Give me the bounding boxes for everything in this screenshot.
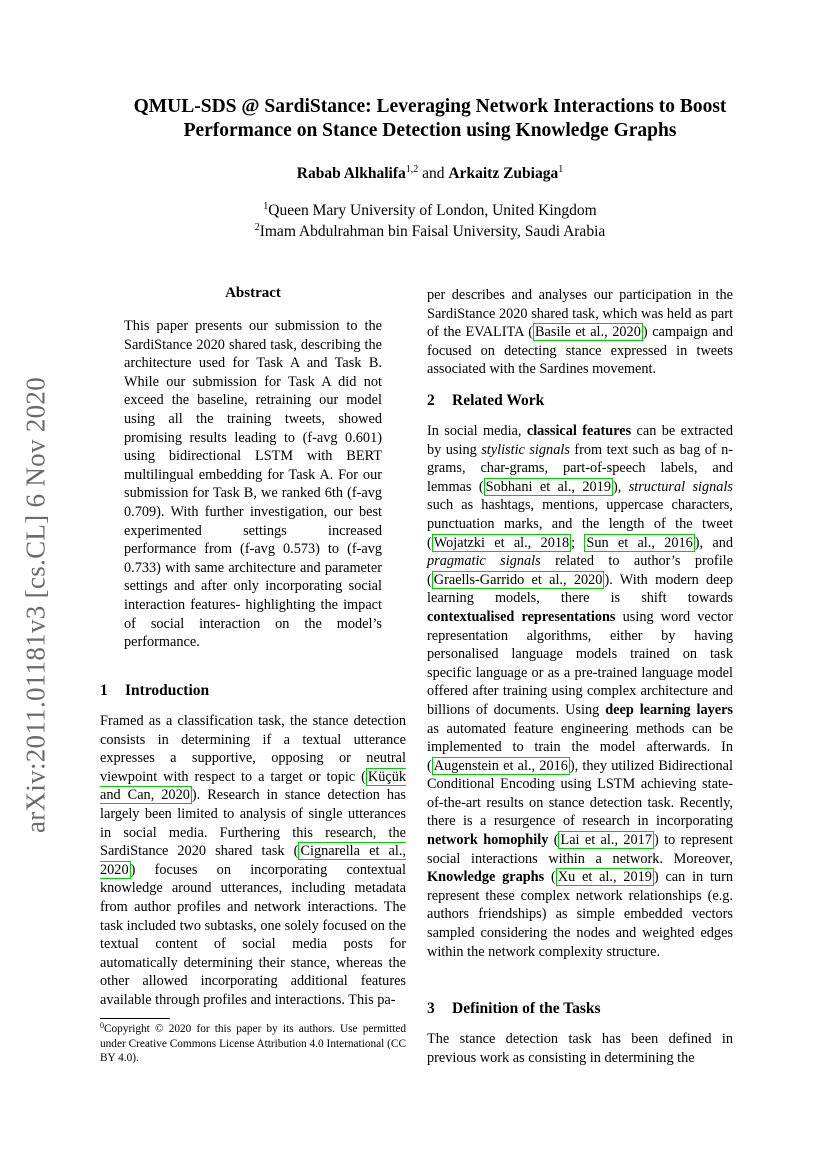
citation-link[interactable]: Sun et al., 2016	[586, 534, 693, 551]
text-run: (	[548, 832, 559, 849]
affiliations	[80, 200, 780, 242]
text-run: ),	[612, 478, 629, 495]
text-run: ;	[571, 534, 585, 551]
text-run: ), they utilized Bidirectional Conditional Encoding using LSTM achieving state-of-the-art results on stance detection task. Recently, there is a resurgence of research in incorporating	[427, 757, 733, 830]
section-number: 3	[427, 1000, 435, 1017]
related-work-paragraph	[427, 422, 733, 961]
text-run: ) focuses on incorporating contextual knowledge around utterances, including metadata from author profiles and network interactions. The task included two subtasks, one solely focused on the textual content of social media posts for automatically determining their stance, whereas the other allowed incorporating additional features available through profiles and interactions. This pa-	[100, 861, 406, 1008]
italic-term: pragmatic signals	[427, 553, 541, 570]
author-2-affil-marker: 1	[558, 164, 564, 175]
citation-link[interactable]: Xu et al., 2019	[557, 869, 652, 886]
abstract-text: This paper presents our submission to the SardiStance 2020 shared task, describing the architecture used for Task A and Task B. While our submission for Task A did not exceed the baseline, retraining our model using all the training tweets, showed promising results leading to (f-avg 0.601) using bidirectional LSTM with BERT multilingual embedding for Task A. For our submission for Task B, we ranked 6th (f-avg 0.709). With further investigation, our best experimented settings increased performance from (f-avg 0.573) to (f-avg 0.733) with same architecture and parameter settings and after only incorporating social interaction features- highlighting the impact of social interaction on the model’s performance.	[124, 318, 382, 651]
arxiv-identifier: arXiv:2011.01181v3 [cs.CL] 6 Nov 2020	[20, 376, 51, 834]
text-run: related to author’s profile (	[427, 553, 733, 588]
citation-link[interactable]: Cignarella et al., 2020	[100, 843, 406, 878]
text-run: ). Research in stance detection has largely been limited to analysis of single utterances in social media. Furthering this research, the SardiStance 2020 shared task (	[100, 787, 406, 860]
citation-link[interactable]: Sobhani et al., 2019	[485, 478, 611, 495]
section-title: Definition of the Tasks	[452, 1000, 601, 1017]
text-run: from text such as bag of n-grams, char-grams, part-of-speech labels, and lemmas (	[427, 441, 733, 495]
bold-term: classical features	[526, 423, 632, 439]
text-run: ). With modern deep learning models, there is shift towards	[427, 571, 733, 607]
section-number: 2	[427, 392, 435, 409]
bold-term: deep learning layers	[605, 701, 733, 718]
author-2: Arkaitz Zubiaga	[448, 165, 559, 182]
abstract-heading: Abstract	[225, 285, 281, 301]
affiliation-2-marker: 2	[254, 222, 260, 233]
author-conjunction: and	[418, 165, 449, 182]
introduction-continuation	[427, 286, 733, 379]
text-run: In social media,	[427, 423, 527, 439]
citation-link[interactable]: Lai et al., 2017	[560, 832, 652, 849]
text-run: using word vector representation algorithms, either by having personalised language models trained on task specific language or as a pre-trained language model offered after training using complex architecture and billions of documents. Using	[427, 608, 733, 718]
section-number: 1	[100, 682, 108, 699]
arxiv-sidebar	[16, 365, 56, 845]
title-line-1: QMUL-SDS @ SardiStance: Leveraging Network Interactions to Boost	[133, 96, 727, 117]
section-title: Related Work	[452, 392, 545, 409]
section-heading-definition-of-tasks	[427, 1000, 601, 1018]
introduction-paragraph	[100, 712, 406, 1010]
paper-title	[80, 95, 780, 143]
citation-link[interactable]: Graells-Garrido et al., 2020	[433, 571, 603, 588]
section-heading-introduction	[100, 682, 209, 700]
title-line-2: Performance on Stance Detection using Knowledge Graphs	[183, 120, 677, 141]
copyright-footnote	[100, 1022, 406, 1066]
text-run: per describes and analyses our participation in the SardiStance 2020 shared task, which was held as part of the EVALITA (	[427, 287, 733, 341]
citation-link[interactable]: Küçük and Can, 2020	[100, 768, 406, 804]
footnote-rule	[100, 1018, 170, 1019]
affiliation-2	[80, 221, 780, 242]
affiliation-1-text: Queen Mary University of London, United Kingdom	[268, 202, 597, 219]
citation-link[interactable]: Basile et al., 2020	[535, 324, 641, 341]
text-run: can be extracted by using	[427, 423, 733, 458]
bold-term: contextualised representations	[427, 608, 616, 625]
author-1-affil-marker: 1,2	[405, 164, 419, 175]
text-run: Framed as a classification task, the stance detection consists in determining if a textual utterance expresses a supportive, opposing or neutral viewpoint with respect to a target or topic (	[100, 713, 406, 785]
text-run: such as hashtags, mentions, uppercase characters, punctuation marks, and the length of the tweet (	[427, 497, 733, 551]
italic-term: structural signals	[628, 478, 733, 495]
text-run: ) can in turn represent these complex network relationships (e.g. authors friendships) as simple embedded vectors sampled considering the nodes and weighted edges within the network complexity structure.	[427, 869, 733, 960]
section-heading-related-work	[427, 392, 544, 410]
text-run: ), and	[694, 534, 734, 551]
affiliation-2-text: Imam Abdulrahman bin Faisal University, Saudi Arabia	[259, 223, 606, 240]
text-run: ) to represent social interactions within a network. Moreover,	[427, 832, 733, 867]
text-run: as automated feature engineering methods can be implemented to train the model afterwards. In (	[427, 720, 733, 774]
affiliation-1	[80, 200, 780, 221]
bold-term: network homophily	[427, 832, 549, 849]
footnote-text: Copyright © 2020 for this paper by its authors. Use permitted under Creative Commons License Attribution 4.0 International (CC BY 4.0).	[100, 1023, 406, 1064]
citation-link[interactable]: Augenstein et al., 2016	[433, 757, 568, 774]
bold-term: Knowledge graphs	[427, 869, 545, 886]
footnote-marker: 0	[100, 1021, 104, 1030]
author-list	[80, 165, 780, 183]
tasks-paragraph: The stance detection task has been defined in previous work as consisting in determining the	[427, 1031, 733, 1066]
text-run: (	[544, 869, 556, 886]
text-run: ) campaign and focused on detecting stance expressed in tweets associated with the Sardines movement.	[427, 324, 733, 378]
affiliation-1-marker: 1	[263, 201, 269, 212]
section-title: Introduction	[125, 682, 210, 699]
italic-term: stylistic signals	[481, 441, 570, 458]
citation-link[interactable]: Wojatzki et al., 2018	[433, 534, 570, 551]
author-1: Rabab Alkhalifa	[296, 165, 406, 182]
